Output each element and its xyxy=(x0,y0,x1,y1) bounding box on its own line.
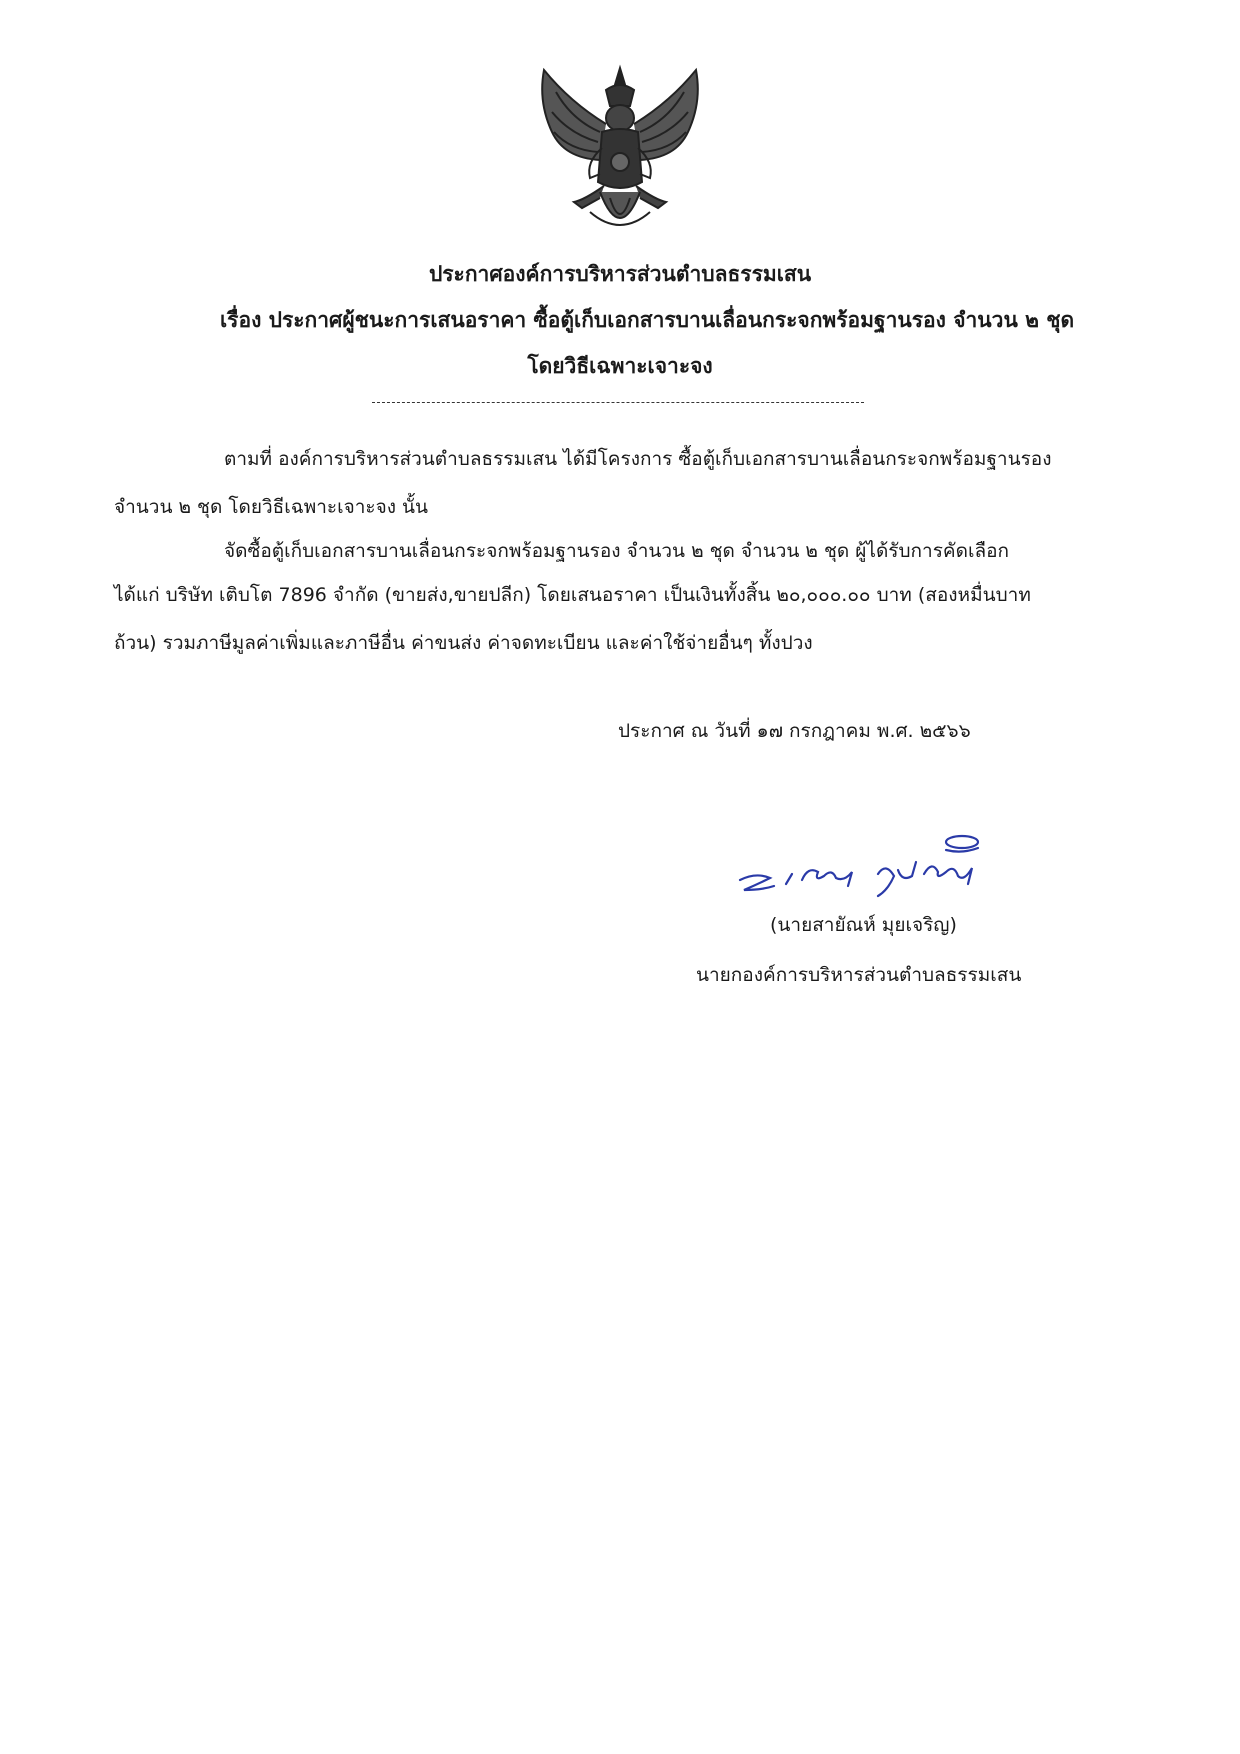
paragraph-2-line-2: ได้แก่ บริษัท เติบโต 7896 จำกัด (ขายส่ง,ขายปลีก) โดยเสนอราคา เป็นเงินทั้งสิ้น ๒๐,๐๐๐.๐๐ บาท (สองหมื่นบาท xyxy=(114,584,1031,606)
announcement-date: ประกาศ ณ วันที่ ๑๗ กรกฎาคม พ.ศ. ๒๕๖๖ xyxy=(618,720,971,742)
announcement-subject: เรื่อง ประกาศผู้ชนะการเสนอราคา ซื้อตู้เก็บเอกสารบานเลื่อนกระจกพร้อมฐานรอง จำนวน ๒ ชุด xyxy=(220,308,1075,332)
paragraph-2-line-3: ถ้วน) รวมภาษีมูลค่าเพิ่มและภาษีอื่น ค่าขนส่ง ค่าจดทะเบียน และค่าใช้จ่ายอื่นๆ ทั้งปวง xyxy=(114,632,813,654)
signer-position: นายกองค์การบริหารส่วนตำบลธรรมเสน xyxy=(696,964,1022,986)
paragraph-2-line-1: จัดซื้อตู้เก็บเอกสารบานเลื่อนกระจกพร้อมฐานรอง จำนวน ๒ ชุด จำนวน ๒ ชุด ผู้ได้รับการคัดเลือก xyxy=(224,540,1010,562)
procurement-method: โดยวิธีเฉพาะเจาะจง xyxy=(527,354,713,378)
divider xyxy=(372,402,864,403)
handwritten-signature-icon xyxy=(736,832,992,902)
paragraph-1-line-2: จำนวน ๒ ชุด โดยวิธีเฉพาะเจาะจง นั้น xyxy=(114,496,429,518)
announcement-title: ประกาศองค์การบริหารส่วนตำบลธรรมเสน xyxy=(428,262,812,286)
signer-name: (นายสายัณห์ มุยเจริญ) xyxy=(770,914,957,936)
garuda-emblem-icon xyxy=(530,62,710,244)
paragraph-1-line-1: ตามที่ องค์การบริหารส่วนตำบลธรรมเสน ได้มีโครงการ ซื้อตู้เก็บเอกสารบานเลื่อนกระจกพร้อมฐานรอง xyxy=(224,448,1052,470)
